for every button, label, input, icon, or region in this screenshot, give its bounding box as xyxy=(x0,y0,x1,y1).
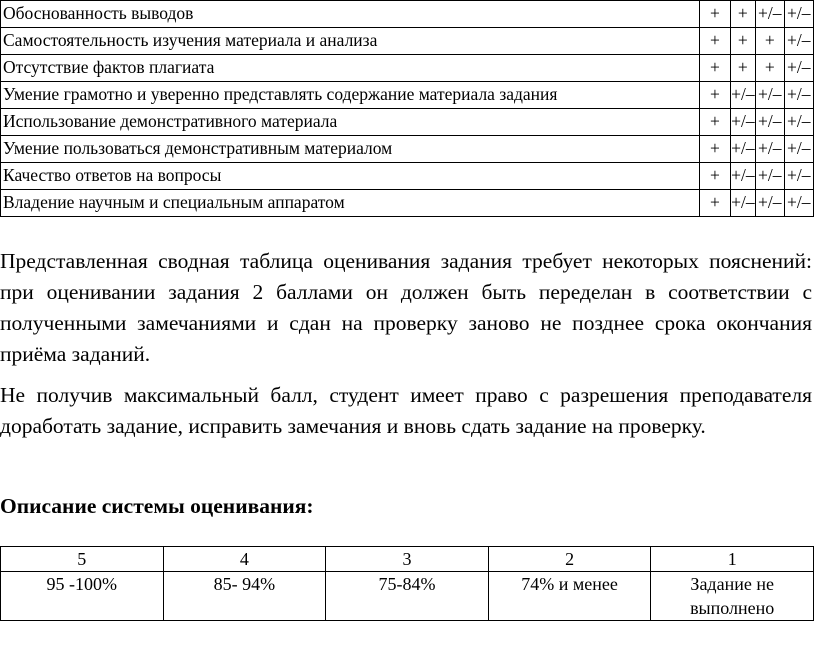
criterion-mark: +/– xyxy=(784,82,813,109)
criterion-mark: + xyxy=(730,1,755,28)
criterion-mark: +/– xyxy=(756,82,784,109)
criteria-row xyxy=(1,82,814,109)
criterion-mark: + xyxy=(756,28,784,55)
criterion-mark: +/– xyxy=(756,190,784,217)
criterion-mark: + xyxy=(700,55,730,82)
explanation-paragraph: Представленная сводная таблица оценивания задания требует некоторых пояснений: при оценивании задания 2 баллами он должен быть переделан в соответствии с полученными замечаниями и сдан на проверку заново не позднее срока окончания приёма заданий. xyxy=(0,249,812,366)
criterion-mark: +/– xyxy=(730,163,755,190)
criterion-mark: +/– xyxy=(756,136,784,163)
criteria-row xyxy=(1,28,814,55)
grade-row xyxy=(1,547,814,572)
range-row xyxy=(1,572,814,621)
criteria-row xyxy=(1,55,814,82)
criterion-mark: +/– xyxy=(784,28,813,55)
criterion-mark: +/– xyxy=(730,109,755,136)
criterion-mark: +/– xyxy=(730,190,755,217)
criterion-mark: +/– xyxy=(756,109,784,136)
criterion-mark: +/– xyxy=(784,136,813,163)
criteria-table-body xyxy=(1,1,814,217)
grading-heading: Описание системы оценивания: xyxy=(0,494,314,518)
criteria-row xyxy=(1,163,814,190)
criterion-label: Умение пользоваться демонстративным материалом xyxy=(1,136,700,163)
criterion-label: Качество ответов на вопросы xyxy=(1,163,700,190)
criterion-label: Обоснованность выводов xyxy=(1,1,700,28)
criterion-mark: +/– xyxy=(784,190,813,217)
criterion-label: Использование демонстративного материала xyxy=(1,109,700,136)
criteria-row xyxy=(1,136,814,163)
criterion-mark: +/– xyxy=(784,109,813,136)
criterion-mark: +/– xyxy=(784,163,813,190)
grade-cell: 3 xyxy=(326,547,489,572)
criterion-mark: + xyxy=(700,190,730,217)
criterion-label: Отсутствие фактов плагиата xyxy=(1,55,700,82)
criterion-label: Владение научным и специальным аппаратом xyxy=(1,190,700,217)
resubmission-paragraph: Не получив максимальный балл, студент имеет право с разрешения преподавателя доработать задание, исправить замечания и вновь сдать задание на проверку. xyxy=(0,383,812,438)
criterion-mark: +/– xyxy=(730,136,755,163)
range-cell: 74% и менее xyxy=(488,572,651,621)
criterion-label: Самостоятельность изучения материала и анализа xyxy=(1,28,700,55)
grading-table xyxy=(0,546,814,621)
criteria-row xyxy=(1,1,814,28)
criterion-mark: + xyxy=(700,163,730,190)
criterion-mark: + xyxy=(700,1,730,28)
criterion-label: Умение грамотно и уверенно представлять содержание материала задания xyxy=(1,82,700,109)
criteria-row xyxy=(1,190,814,217)
criteria-table xyxy=(0,0,814,217)
range-cell: 75-84% xyxy=(326,572,489,621)
grade-cell: 1 xyxy=(651,547,814,572)
criterion-mark: +/– xyxy=(756,1,784,28)
criteria-row xyxy=(1,109,814,136)
criterion-mark: +/– xyxy=(784,1,813,28)
criterion-mark: + xyxy=(700,82,730,109)
range-cell: 95 -100% xyxy=(1,572,164,621)
criterion-mark: + xyxy=(730,28,755,55)
criterion-mark: + xyxy=(730,55,755,82)
grade-cell: 4 xyxy=(163,547,326,572)
grade-cell: 2 xyxy=(488,547,651,572)
criterion-mark: + xyxy=(756,55,784,82)
range-cell: Задание не выполнено xyxy=(651,572,814,621)
criterion-mark: + xyxy=(700,28,730,55)
range-cell: 85- 94% xyxy=(163,572,326,621)
criterion-mark: +/– xyxy=(756,163,784,190)
criterion-mark: +/– xyxy=(784,55,813,82)
criterion-mark: + xyxy=(700,136,730,163)
grade-cell: 5 xyxy=(1,547,164,572)
criterion-mark: +/– xyxy=(730,82,755,109)
criterion-mark: + xyxy=(700,109,730,136)
